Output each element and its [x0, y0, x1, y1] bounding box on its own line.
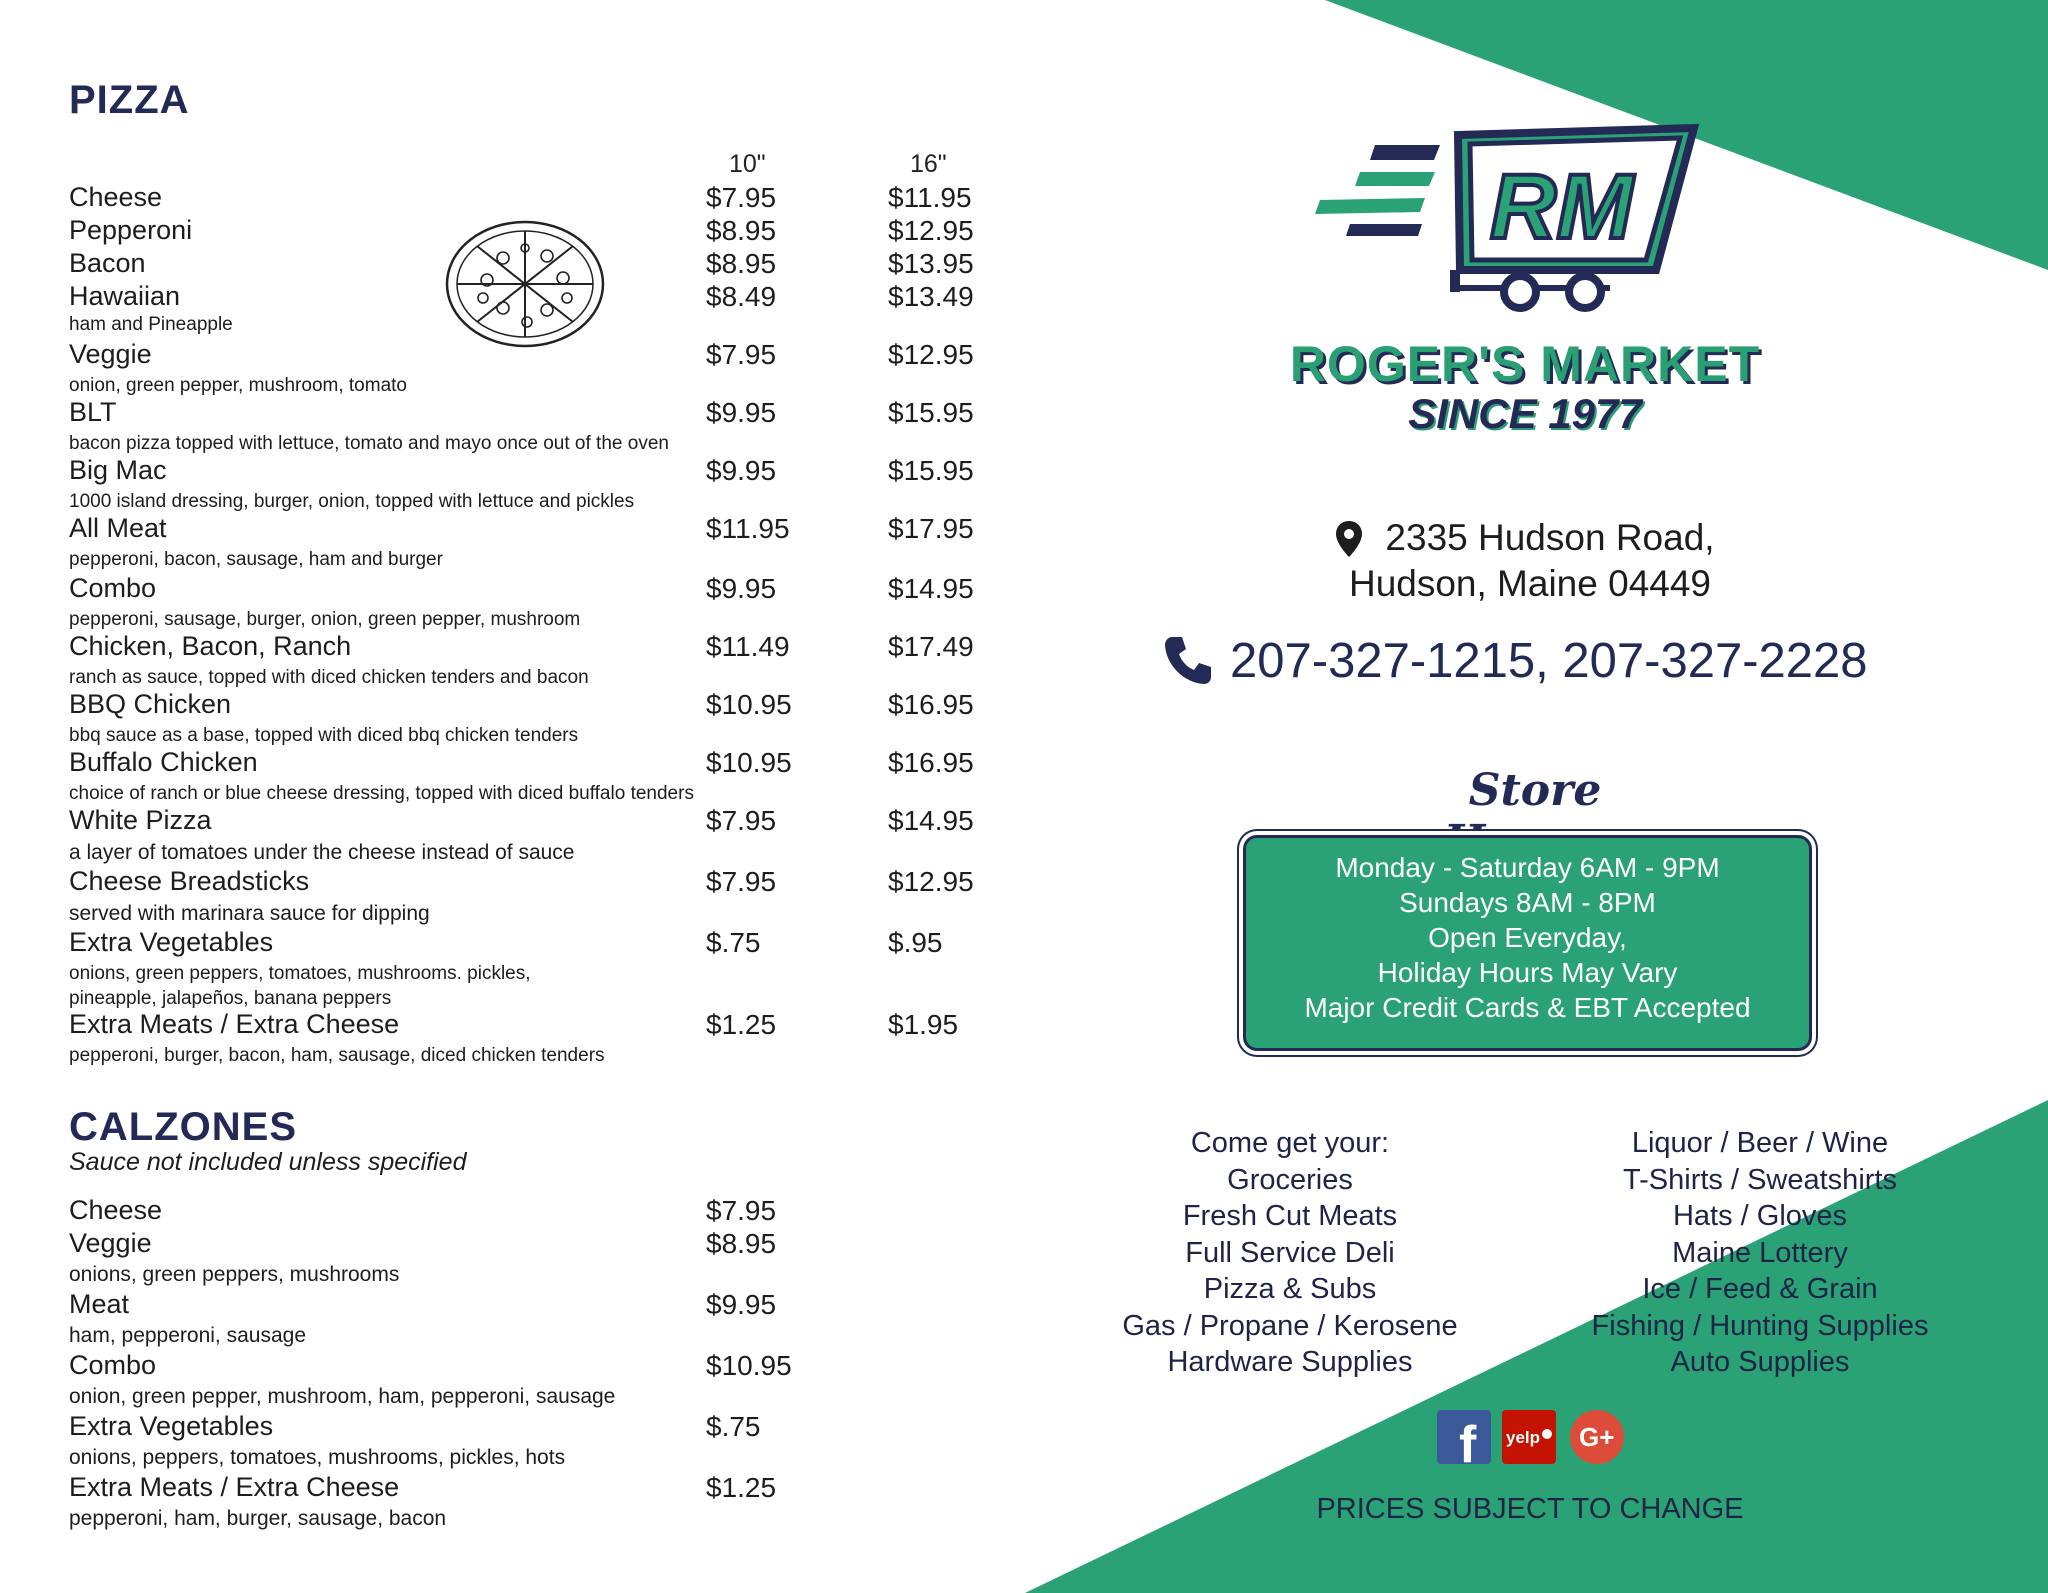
item-name: BLT [69, 397, 117, 427]
price-16: $15.95 [888, 455, 974, 486]
price-10: $9.95 [706, 455, 777, 486]
price-16: $14.95 [888, 573, 974, 604]
price-16: $17.95 [888, 513, 974, 544]
hours-line: Sundays 8AM - 8PM [1399, 887, 1656, 918]
price-10: $.75 [706, 927, 761, 958]
google-plus-glyph: G+ [1579, 1422, 1615, 1452]
price: $7.95 [706, 1195, 777, 1226]
rm-cart-logo [1310, 120, 1730, 320]
price: $9.95 [706, 1289, 777, 1320]
item-description: bacon pizza topped with lettuce, tomato and mayo once out of the oven [69, 433, 669, 454]
item-name: Extra Vegetables [69, 927, 274, 957]
price-16: $16.95 [888, 747, 974, 778]
item-description: a layer of tomatoes under the cheese instead of sauce [69, 841, 575, 864]
price-10: $8.49 [706, 281, 777, 312]
size-16-header: 16" [910, 150, 947, 178]
item-description: onions, green peppers, tomatoes, mushrooms. pickles, pineapple, jalapeños, banana peppers [69, 963, 531, 1009]
item-name: Chicken, Bacon, Ranch [69, 631, 352, 661]
price-16: $16.95 [888, 689, 974, 720]
price-10: $8.95 [706, 215, 777, 246]
price-10: $1.25 [706, 1009, 777, 1040]
offering-item: Full Service Deli [1185, 1236, 1395, 1269]
price-16: $12.95 [888, 215, 974, 246]
address-line2: Hudson, Maine 04449 [1348, 563, 1712, 604]
item-description: onion, green pepper, mushroom, tomato [69, 375, 407, 396]
item-description: pepperoni, ham, burger, sausage, bacon [69, 1507, 447, 1530]
item-name: Hawaiian [69, 281, 181, 311]
item-description: bbq sauce as a base, topped with diced bbq chicken tenders [69, 725, 579, 746]
offering-item: Liquor / Beer / Wine [1631, 1127, 1889, 1159]
price: $1.25 [706, 1472, 777, 1503]
store-hours-title: Store [1468, 765, 1602, 816]
logo-letters: RM [1490, 156, 1634, 258]
item-description: pepperoni, sausage, burger, onion, green pepper, mushroom [69, 609, 581, 630]
item-description: ham and Pineapple [69, 314, 233, 335]
item-name: Combo [69, 573, 157, 603]
hours-line: Major Credit Cards & EBT Accepted [1304, 992, 1751, 1023]
price-10: $11.95 [706, 513, 790, 544]
offering-heading: Come get your: [1190, 1127, 1390, 1159]
item-description: onions, peppers, tomatoes, mushrooms, pickles, hots [69, 1446, 566, 1469]
offering-item: Hardware Supplies [1167, 1346, 1413, 1378]
brand-since: SINCE 1977 [1408, 390, 1642, 437]
item-name: Cheese [69, 182, 163, 212]
offering-item: Ice / Feed & Grain [1642, 1273, 1878, 1305]
price-16: $1.95 [888, 1009, 959, 1040]
offering-item: Fishing / Hunting Supplies [1591, 1309, 1929, 1342]
item-description: onion, green pepper, mushroom, ham, pepperoni, sausage [69, 1385, 616, 1408]
price-16: $17.49 [888, 631, 974, 662]
brand-name: ROGER'S MARKET [1289, 336, 1761, 392]
offering-item: Auto Supplies [1670, 1346, 1850, 1378]
item-description: ham, pepperoni, sausage [69, 1324, 306, 1347]
hours-line: Open Everyday, [1428, 922, 1627, 953]
item-name: White Pizza [69, 805, 212, 835]
item-name: Extra Meats / Extra Cheese [69, 1009, 400, 1039]
price-10: $7.95 [706, 339, 777, 370]
item-name: BBQ Chicken [69, 689, 232, 719]
offering-item: Groceries [1227, 1163, 1353, 1196]
pizza-heading: PIZZA [69, 78, 190, 122]
item-name: Buffalo Chicken [69, 747, 258, 777]
price-10: $7.95 [706, 182, 777, 213]
phone-icon [1162, 634, 1214, 686]
item-name: Pepperoni [69, 215, 193, 245]
offerings-right [1560, 1125, 1960, 1381]
item-description: 1000 island dressing, burger, onion, topped with lettuce and pickles [69, 491, 635, 512]
phone-numbers: 207-327-1215, 207-327-2228 [1230, 634, 1868, 688]
offering-item: Maine Lottery [1672, 1236, 1848, 1269]
price: $10.95 [706, 1350, 792, 1381]
item-name: Veggie [69, 1228, 152, 1258]
facebook-glyph: f [1459, 1416, 1477, 1464]
price-10: $7.95 [706, 805, 777, 836]
store-address [1290, 515, 1770, 607]
price-16: $13.95 [888, 248, 974, 279]
store-hours-box [1243, 835, 1812, 1051]
item-description: ranch as sauce, topped with diced chicken tenders and bacon [69, 667, 589, 688]
yelp-icon[interactable] [1502, 1410, 1556, 1464]
item-name: Cheese [69, 1195, 163, 1225]
calzones-heading: CALZONES [69, 1105, 297, 1149]
price: $8.95 [706, 1228, 777, 1259]
offering-item: Pizza & Subs [1203, 1273, 1377, 1305]
prices-disclaimer: PRICES SUBJECT TO CHANGE [1316, 1493, 1744, 1525]
price-10: $10.95 [706, 747, 792, 778]
price-16: $13.49 [888, 281, 974, 312]
price-16: $11.95 [888, 182, 972, 213]
calzones-subtitle: Sauce not included unless specified [69, 1148, 467, 1176]
hours-line: Holiday Hours May Vary [1377, 957, 1678, 988]
size-10-header: 10" [729, 150, 766, 178]
facebook-icon[interactable] [1437, 1410, 1491, 1464]
price-16: $15.95 [888, 397, 974, 428]
item-name: Extra Meats / Extra Cheese [69, 1472, 400, 1502]
offering-item: Fresh Cut Meats [1182, 1200, 1398, 1232]
item-description: onions, green peppers, mushrooms [69, 1263, 400, 1286]
item-description: choice of ranch or blue cheese dressing, topped with diced buffalo tenders [69, 783, 694, 804]
price-10: $10.95 [706, 689, 792, 720]
price: $.75 [706, 1411, 761, 1442]
item-name: Combo [69, 1350, 157, 1380]
price-10: $9.95 [706, 397, 777, 428]
offerings-left [1090, 1125, 1490, 1381]
offering-item: Hats / Gloves [1672, 1200, 1848, 1232]
item-name: Big Mac [69, 455, 167, 485]
yelp-glyph: yelp [1506, 1428, 1541, 1447]
hours-line: Monday - Saturday 6AM - 9PM [1335, 852, 1720, 883]
item-name: Cheese Breadsticks [69, 866, 310, 896]
item-name: Meat [69, 1289, 130, 1319]
speed-lines [1315, 145, 1440, 236]
item-name: Veggie [69, 339, 152, 369]
price-10: $11.49 [706, 631, 790, 662]
item-description: pepperoni, bacon, sausage, ham and burger [69, 549, 443, 570]
offering-item: Gas / Propane / Kerosene [1122, 1309, 1458, 1342]
item-description: pepperoni, burger, bacon, ham, sausage, diced chicken tenders [69, 1045, 605, 1066]
offering-item: T-Shirts / Sweatshirts [1623, 1163, 1897, 1196]
item-name: All Meat [69, 513, 167, 543]
price-16: $.95 [888, 927, 943, 958]
price-10: $8.95 [706, 248, 777, 279]
item-name: Bacon [69, 248, 146, 278]
price-10: $7.95 [706, 866, 777, 897]
item-description: served with marinara sauce for dipping [69, 902, 430, 925]
google-plus-icon[interactable] [1570, 1410, 1624, 1464]
price-10: $9.95 [706, 573, 777, 604]
price-16: $14.95 [888, 805, 974, 836]
price-16: $12.95 [888, 866, 974, 897]
item-name: Extra Vegetables [69, 1411, 274, 1441]
price-16: $12.95 [888, 339, 974, 370]
address-line1: 2335 Hudson Road, [1385, 517, 1715, 558]
